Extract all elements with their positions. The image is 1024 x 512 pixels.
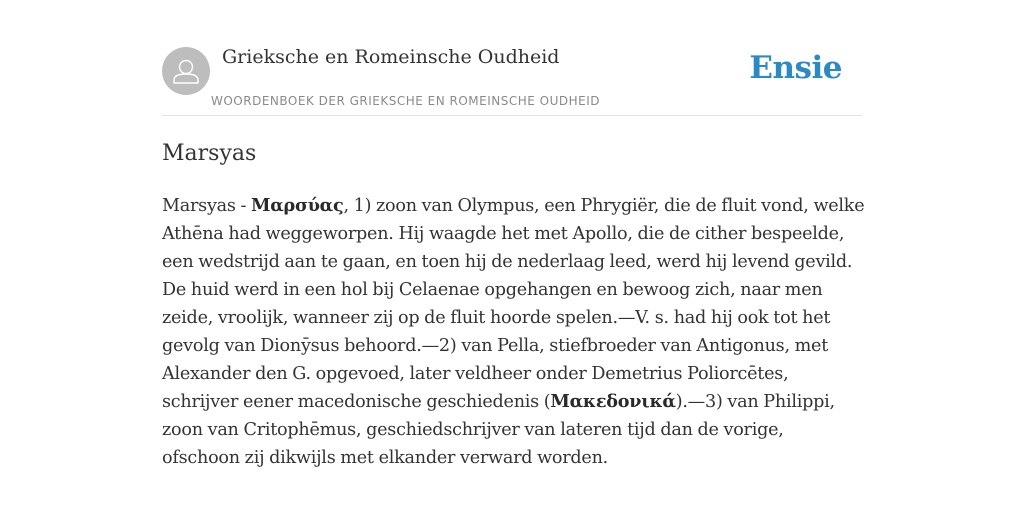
page [162,0,865,512]
entry-text-part: ).—3) van Philippi, zoon van Critophēmus, geschiedschrijver van lateren tijd dan de vorige, ofschoon zij dikwijls met elkander verward worden. [162,392,835,468]
entry-text-part: Marsyas - [162,196,252,216]
greek-term: Μακεδονικά [550,391,676,412]
user-icon [162,47,210,95]
entry-title: Marsyas [162,141,257,166]
book-subtitle: WOORDENBOEK DER GRIEKSCHE EN ROMEINSCHE OUDHEID [211,94,601,108]
entry-text-part: , 1) zoon van Olympus, een Phrygiër, die de fluit vond, welke Athēna had weggeworpen. Hij waagde het met Apollo, die de cither bespeelde, een wedstrijd aan te gaan, en toen hij de nederlaag leed, werd hij levend gevild. De huid werd in een hol bij Celaenae opgehangen en bewoog zich, naar men zeide, vroolijk, wanneer zij op de fluit hoorde spelen.—V. s. had hij ook tot het gevolg van Dionȳsus behoord.—2) van Pella, stiefbroeder van Antigonus, met Alexander den G. opgevoed, later veldheer onder Demetrius Poliorcētes, schrijver eener macedonische geschiedenis ( [162,196,865,412]
greek-term: Μαρσύας [251,195,344,216]
book-title[interactable]: Grieksche en Romeinsche Oudheid [222,46,560,68]
avatar[interactable] [162,47,210,95]
entry-body [162,192,866,472]
brand-logo[interactable]: Ensie [749,50,842,86]
header [162,0,862,116]
